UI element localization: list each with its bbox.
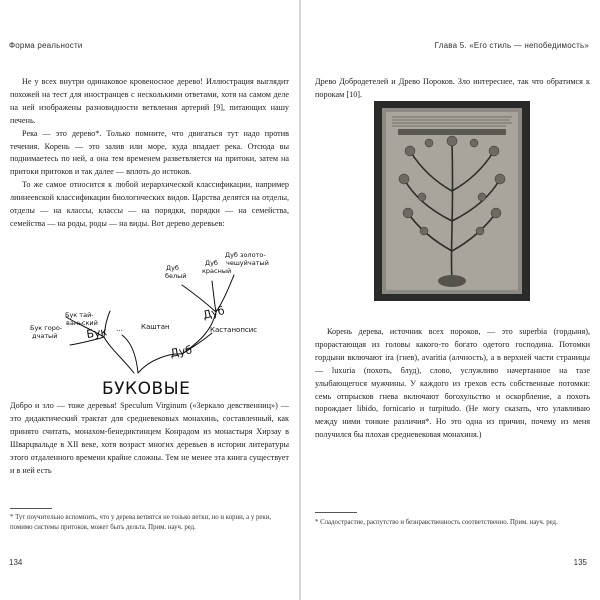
left-text-bottom (10, 400, 289, 477)
running-head-right: Глава 5. «Его стиль — непобедимость» (434, 41, 589, 50)
oak-golden-label: Дуб золото- (225, 251, 266, 259)
paragraph: Не у всех внутри одинаковое кровеносное дерево! Иллюстрация выглядит похожей на тест для иностранцев с несколькими ответами, хотя на самом деле на ней изображены разновидности ветвления артерий [9], питающих нашу печень. (10, 77, 289, 125)
left-text-top (10, 76, 289, 231)
castanopsis-label: Кастанопсис (210, 326, 258, 334)
oak-upper-label: Дуб (201, 304, 226, 322)
oak-red-label-2: красный (202, 267, 232, 275)
oak-white-label-2: белый (165, 272, 187, 280)
manuscript-tree-image (374, 101, 530, 301)
footnote-right: * Сладострастие, распутство и безнравственность соответственно. Прим. науч. ред. (315, 519, 558, 526)
page-number-right: 135 (573, 558, 587, 567)
family-label: БУКОВЫЕ (102, 379, 191, 395)
tree-of-trees-diagram (10, 245, 290, 395)
chestnut-label: Каштан (141, 323, 170, 331)
footnote-rule-right (315, 512, 357, 513)
beech-oriental-label-2: дчатый (32, 332, 58, 340)
right-text-bottom (315, 326, 590, 442)
running-head-left: Форма реальности (9, 41, 83, 50)
manuscript-illustration (374, 101, 530, 301)
beech-taiwan-label: Бук тай- (65, 311, 94, 319)
oak-golden-label-2: чешуйчатый (226, 259, 269, 267)
right-page (301, 0, 600, 600)
page-number-left: 134 (9, 558, 23, 567)
footnote-rule (10, 508, 52, 509)
left-page (0, 0, 299, 600)
paragraph: То же самое относится к любой иерархической классификации, например линнеевской классификации биологических видов. Царства делятся на отделы, отделы — на классы, классы — на порядки, порядки — на семейства, семейства — на роды, роды — на виды. Вот дерево деревьев: (10, 180, 289, 228)
oak-white-label: Дуб (166, 264, 179, 272)
footnote-left: * Тут поучительно вспомнить, что у дерева ветвятся не только ветки, но и корни, а у реки, помимо системы притоков, может быть дельта. Прим. науч. ред. (10, 514, 272, 531)
beech-taiwan-label-2: ваньский (66, 319, 98, 327)
paragraph: Древо Добродетелей и Древо Пороков. Зло интереснее, так что обратимся к порокам [10]. (315, 77, 590, 99)
paragraph: Добро и зло — тоже деревья! Speculum Virginum («Зеркало девственниц») — это дидактический трактат для средневековых монахинь, составленный, как принято считать, монахом-бенедиктинцем Конрадом из монастыря Хирзау в Шварцвальде в XII веке, хотя возраст многих деревьев в истории литературы этого отдаленного времени крайне сложны. Тем не менее эта книга существует и в ней есть (10, 401, 289, 475)
paragraph: Корень дерева, источник всех пороков, — это superbia (гордыня), прорастающая из головы какого-то богато одетого господина. Потомки гордыни включают ira (гнев), avaritia (алчность), а в верхней части страницы — luxuria (похоть, блуд), слово, услужливо начертанное на тазе улыбающегося мужчины. У каждого из грехов есть собственные потомки: семь отпрысков гнева включают богохульство и оскорбление, а похоть порождает libido, fornicario и turpitudo. (Не могу сказать, что улавливаю между ними тонкие различия*. Но это одна из причин, почему из меня получился бы плохая средневековая монахиня.) (315, 327, 590, 440)
ellipsis-label: … (116, 325, 123, 333)
beech-oriental-label: Бук горо- (30, 324, 63, 332)
beech-label: Бук (85, 325, 108, 341)
oak-red-label: Дуб (205, 259, 218, 267)
paragraph: Река — это дерево*. Только помните, что двигаться тут надо против течения. Корень — это залив или море, куда впадает река. Отсюда вы поднимаетесь по ней, а она тем временем разветвляется на притоки, затем на притоки притоков и так далее — вплоть до истоков. (10, 128, 289, 177)
oak-label: Дуб (169, 343, 194, 360)
right-text-top (315, 76, 590, 102)
